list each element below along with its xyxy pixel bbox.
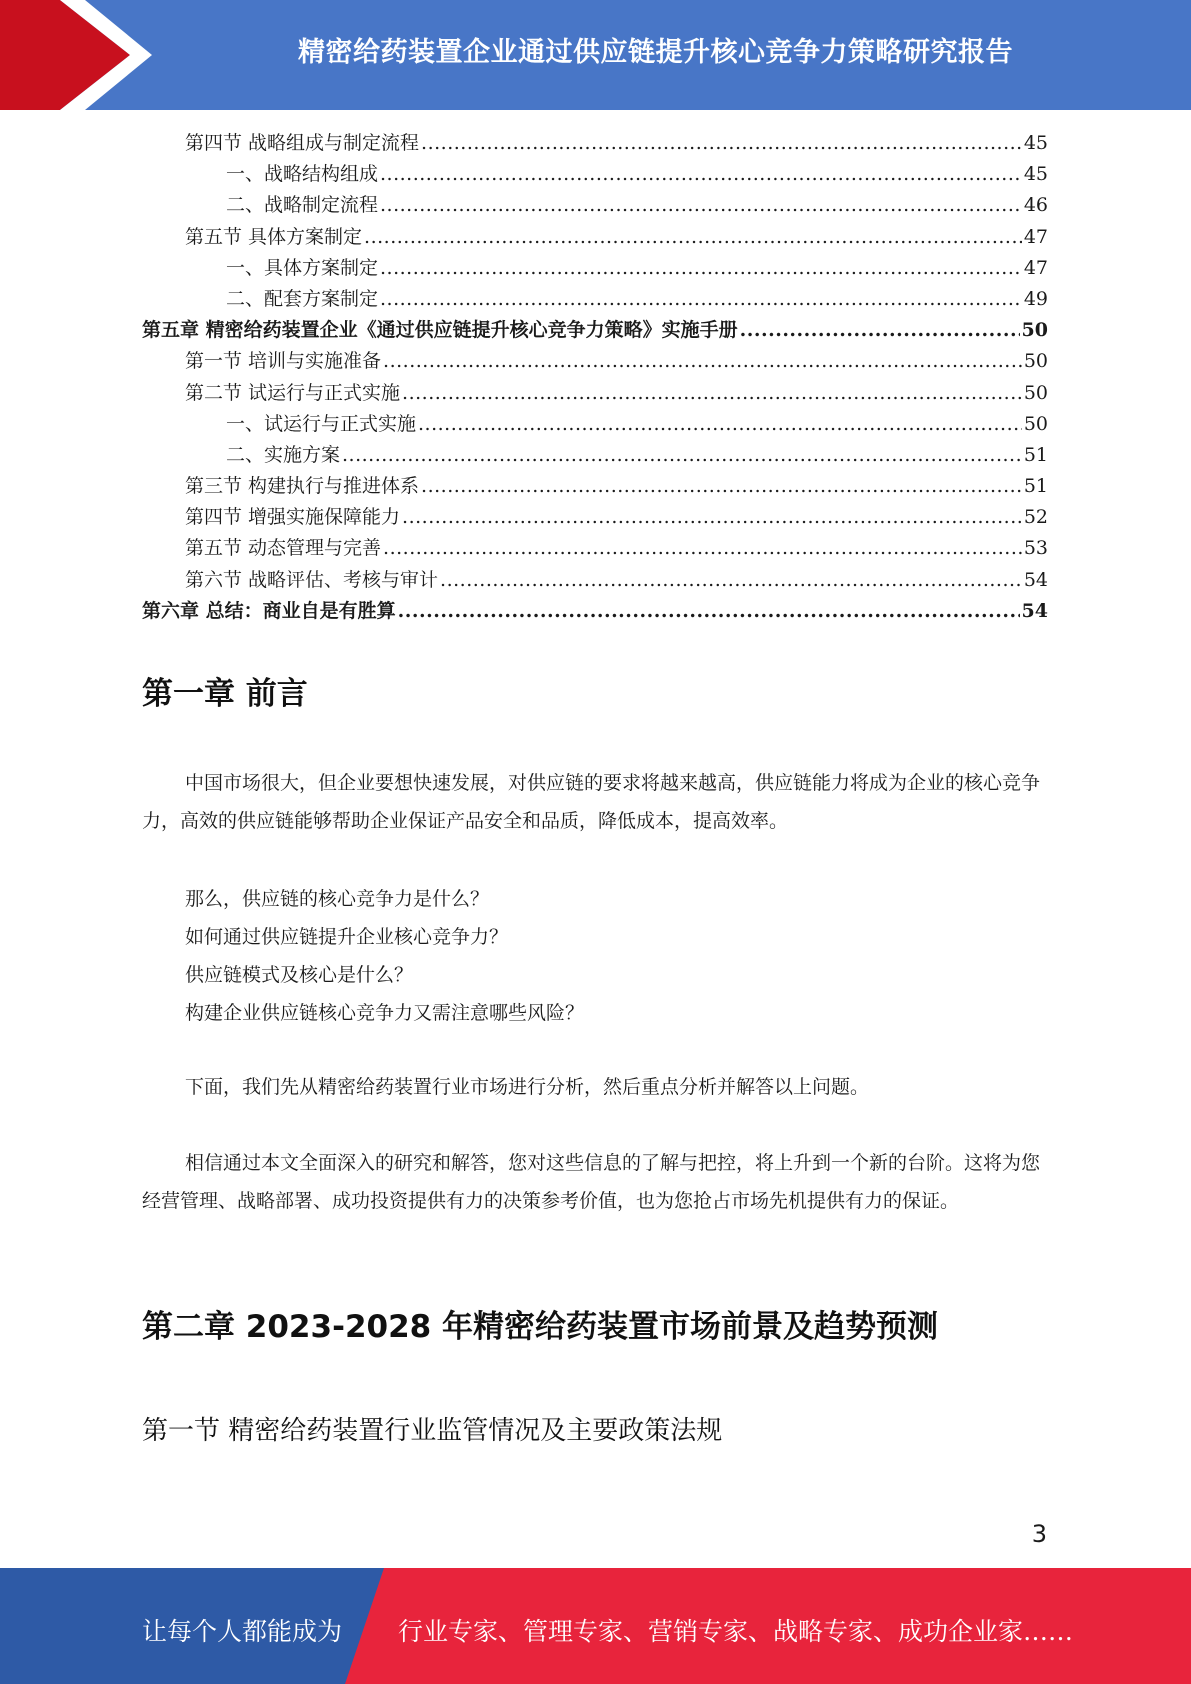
toc-entry-title: 第四节 战略组成与制定流程	[185, 132, 420, 154]
chapter-1-paragraph-2: 下面，我们先从精密给药装置行业市场进行分析，然后重点分析并解答以上问题。	[185, 1076, 870, 1098]
toc-entry-title: 二、实施方案	[226, 443, 341, 466]
toc-entry-title: 第六章 总结：商业自是有胜算	[142, 599, 396, 622]
toc-entry-page: 45	[1023, 132, 1048, 154]
table-of-contents	[142, 128, 1048, 627]
toc-entry-page: 49	[1023, 287, 1048, 310]
footer-slogan-right: 行业专家、管理专家、营销专家、战略专家、成功企业家……	[398, 1617, 1074, 1646]
toc-entry-page: 47	[1023, 256, 1048, 279]
toc-entry[interactable]	[142, 346, 1048, 377]
toc-dot-leader	[383, 533, 1022, 564]
toc-dot-leader	[402, 502, 1022, 533]
toc-entry-title: 第六节 战略评估、考核与审计	[185, 568, 439, 591]
toc-dot-leader	[740, 315, 1020, 346]
toc-dot-leader	[380, 159, 1022, 190]
question-item: 构建企业供应链核心竞争力又需注意哪些风险？	[185, 1002, 585, 1024]
toc-entry-title: 第四节 增强实施保障能力	[185, 506, 401, 529]
toc-entry[interactable]	[142, 533, 1048, 564]
toc-entry[interactable]	[142, 284, 1048, 315]
toc-entry[interactable]	[142, 596, 1048, 627]
chapter-1-heading: 第一章 前言	[142, 676, 308, 712]
toc-entry-title: 第一节 培训与实施准备	[185, 350, 382, 373]
toc-entry[interactable]	[142, 222, 1048, 253]
toc-entry-page: 54	[1021, 599, 1048, 622]
toc-dot-leader	[342, 440, 1022, 471]
header-title: 精密给药装置企业通过供应链提升核心竞争力策略研究报告	[298, 37, 1013, 68]
toc-entry[interactable]	[142, 315, 1048, 346]
toc-entry[interactable]	[142, 378, 1048, 409]
toc-dot-leader	[398, 596, 1020, 627]
toc-entry-title: 一、试运行与正式实施	[226, 412, 417, 435]
footer-slogan-left: 让每个人都能成为	[142, 1617, 343, 1646]
toc-entry-page: 50	[1021, 319, 1048, 342]
toc-entry-title: 第五章 精密给药装置企业《通过供应链提升核心竞争力策略》实施手册	[142, 319, 738, 342]
toc-entry-page: 45	[1023, 163, 1048, 186]
chapter-1-paragraph-1: 中国市场很大，但企业要想快速发展，对供应链的要求将越来越高，供应链能力将成为企业的核心竞争力，高效的供应链能够帮助企业保证产品安全和品质，降低成本，提高效率。	[142, 772, 1041, 832]
toc-dot-leader	[421, 128, 1022, 159]
toc-entry[interactable]	[142, 409, 1048, 440]
toc-entry-title: 二、配套方案制定	[226, 287, 379, 310]
toc-dot-leader	[383, 346, 1022, 377]
toc-entry-page: 53	[1023, 537, 1048, 560]
toc-entry-title: 第五节 动态管理与完善	[185, 537, 382, 560]
toc-dot-leader	[402, 378, 1022, 409]
page-number: 3	[1031, 1520, 1047, 1548]
toc-entry[interactable]	[142, 253, 1048, 284]
toc-entry-page: 52	[1023, 506, 1048, 529]
toc-entry-title: 第三节 构建执行与推进体系	[185, 475, 420, 498]
chapter-2-section-1-heading: 第一节 精密给药装置行业监管情况及主要政策法规	[142, 1416, 723, 1446]
toc-dot-leader	[380, 284, 1022, 315]
page-footer	[0, 1568, 1191, 1684]
toc-entry[interactable]	[142, 159, 1048, 190]
toc-dot-leader	[380, 253, 1022, 284]
question-item: 那么，供应链的核心竞争力是什么？	[185, 888, 490, 910]
toc-dot-leader	[440, 565, 1022, 596]
toc-entry[interactable]	[142, 440, 1048, 471]
toc-dot-leader	[380, 190, 1022, 221]
page-header	[0, 0, 1191, 110]
toc-entry-page: 51	[1023, 475, 1048, 498]
toc-entry-title: 一、战略结构组成	[226, 163, 379, 186]
toc-entry[interactable]	[142, 190, 1048, 221]
toc-entry-page: 50	[1023, 350, 1048, 373]
toc-entry[interactable]	[142, 128, 1048, 159]
toc-entry-page: 47	[1023, 225, 1048, 248]
toc-entry[interactable]	[142, 565, 1048, 596]
toc-entry-page: 46	[1023, 194, 1048, 217]
toc-entry-page: 51	[1023, 443, 1048, 466]
toc-entry[interactable]	[142, 502, 1048, 533]
question-list	[185, 880, 584, 1032]
toc-entry-title: 二、战略制定流程	[226, 194, 379, 217]
chapter-1-paragraph-3: 相信通过本文全面深入的研究和解答，您对这些信息的了解与把控，将上升到一个新的台阶。这将为您经营管理、战略部署、成功投资提供有力的决策参考价值，也为您抢占市场先机提供有力的保证。	[142, 1152, 1041, 1212]
toc-entry-title: 第二节 试运行与正式实施	[185, 381, 401, 404]
toc-dot-leader	[364, 222, 1022, 253]
chapter-2-heading: 第二章 2023-2028 年精密给药装置市场前景及趋势预测	[142, 1309, 939, 1345]
toc-entry[interactable]	[142, 471, 1048, 502]
question-item: 如何通过供应链提升企业核心竞争力？	[185, 926, 509, 948]
toc-entry-page: 54	[1023, 568, 1048, 591]
toc-entry-title: 一、具体方案制定	[226, 256, 379, 279]
toc-dot-leader	[418, 409, 1022, 440]
toc-dot-leader	[421, 471, 1022, 502]
question-item: 供应链模式及核心是什么？	[185, 964, 414, 986]
toc-entry-page: 50	[1023, 381, 1048, 404]
toc-entry-title: 第五节 具体方案制定	[185, 225, 363, 248]
toc-entry-page: 50	[1023, 412, 1048, 435]
